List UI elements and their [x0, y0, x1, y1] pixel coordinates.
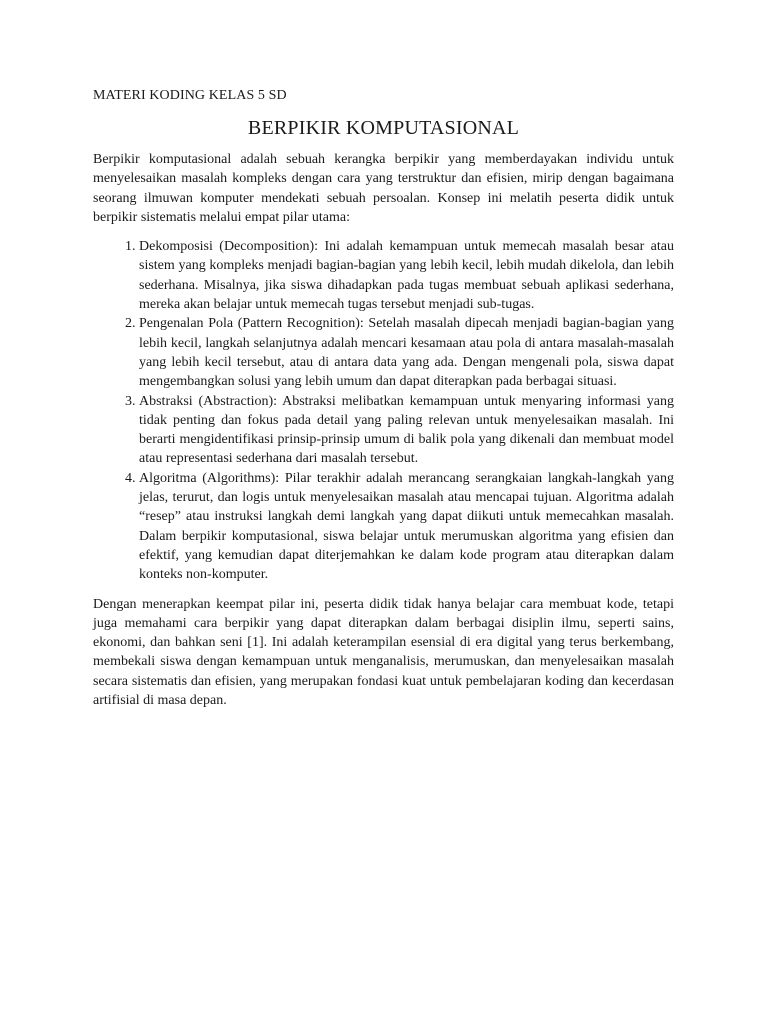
pillar-item-pattern-recognition: 2. Pengenalan Pola (Pattern Recognition): Setelah masalah dipecah menjadi bagian-bagian yang lebih kecil, langkah selanjutnya adalah mencari kesamaan atau pola di antara masalah-masalah yang lebih kecil tersebut, atau di antara data yang ada. Dengan mengenali pola, siswa dapat mengembangkan solusi yang lebih umum dan dapat diterapkan pada berbagai situasi. [139, 314, 674, 391]
course-label: MATERI KODING KELAS 5 SD [93, 88, 287, 103]
pillars-list [93, 237, 674, 584]
document-title: BERPIKIR KOMPUTASIONAL [247, 117, 520, 139]
closing-paragraph: Dengan menerapkan keempat pilar ini, peserta didik tidak hanya belajar cara membuat kode, tetapi juga memahami cara berpikir yang dapat diterapkan dalam berbagai disiplin ilmu, seperti sains, ekonomi, dan bahkan seni [1]. Ini adalah keterampilan esensial di era digital yang terus berkembang, membekali siswa dengan kemampuan untuk menganalisis, merumuskan, dan menyelesaikan masalah secara sistematis dan efisien, yang merupakan fondasi kuat untuk pembelajaran koding dan kecerdasan artifisial di masa depan. [93, 596, 674, 709]
pillar-item-abstraction: 3. Abstraksi (Abstraction): Abstraksi melibatkan kemampuan untuk menyaring informasi yang tidak penting dan fokus pada detail yang paling relevan untuk menyelesaikan masalah. Ini berarti mengidentifikasi prinsip-prinsip umum di balik pola yang dikenali dan membuat model atau representasi sederhana dari masalah tersebut. [139, 392, 674, 469]
pillar-item-algorithms: 4. Algoritma (Algorithms): Pilar terakhir adalah merancang serangkaian langkah-langkah yang jelas, terurut, dan logis untuk menyelesaikan masalah atau mencapai tujuan. Algoritma adalah “resep” atau instruksi langkah demi langkah yang dapat diikuti untuk memecahkan masalah. Dalam berpikir komputasional, siswa belajar untuk merumuskan algoritma yang efisien dan efektif, yang kemudian dapat diterjemahkan ke dalam kode program atau diterapkan dalam konteks non-komputer. [139, 469, 674, 585]
document-page [93, 86, 674, 710]
pillar-item-decomposition: 1. Dekomposisi (Decomposition): Ini adalah kemampuan untuk memecah masalah besar atau sistem yang kompleks menjadi bagian-bagian yang lebih kecil, lebih mudah dikelola, dan lebih sederhana. Misalnya, jika siswa dihadapkan pada tugas membuat sebuah aplikasi sederhana, mereka akan belajar untuk memecah tugas tersebut menjadi sub-tugas. [139, 237, 674, 314]
intro-paragraph: Berpikir komputasional adalah sebuah kerangka berpikir yang memberdayakan individu untuk menyelesaikan masalah kompleks dengan cara yang terstruktur dan efisien, mirip dengan bagaimana seorang ilmuwan komputer mendekati sebuah persoalan. Konsep ini melatih peserta didik untuk berpikir sistematis melalui empat pilar utama: [93, 152, 674, 225]
